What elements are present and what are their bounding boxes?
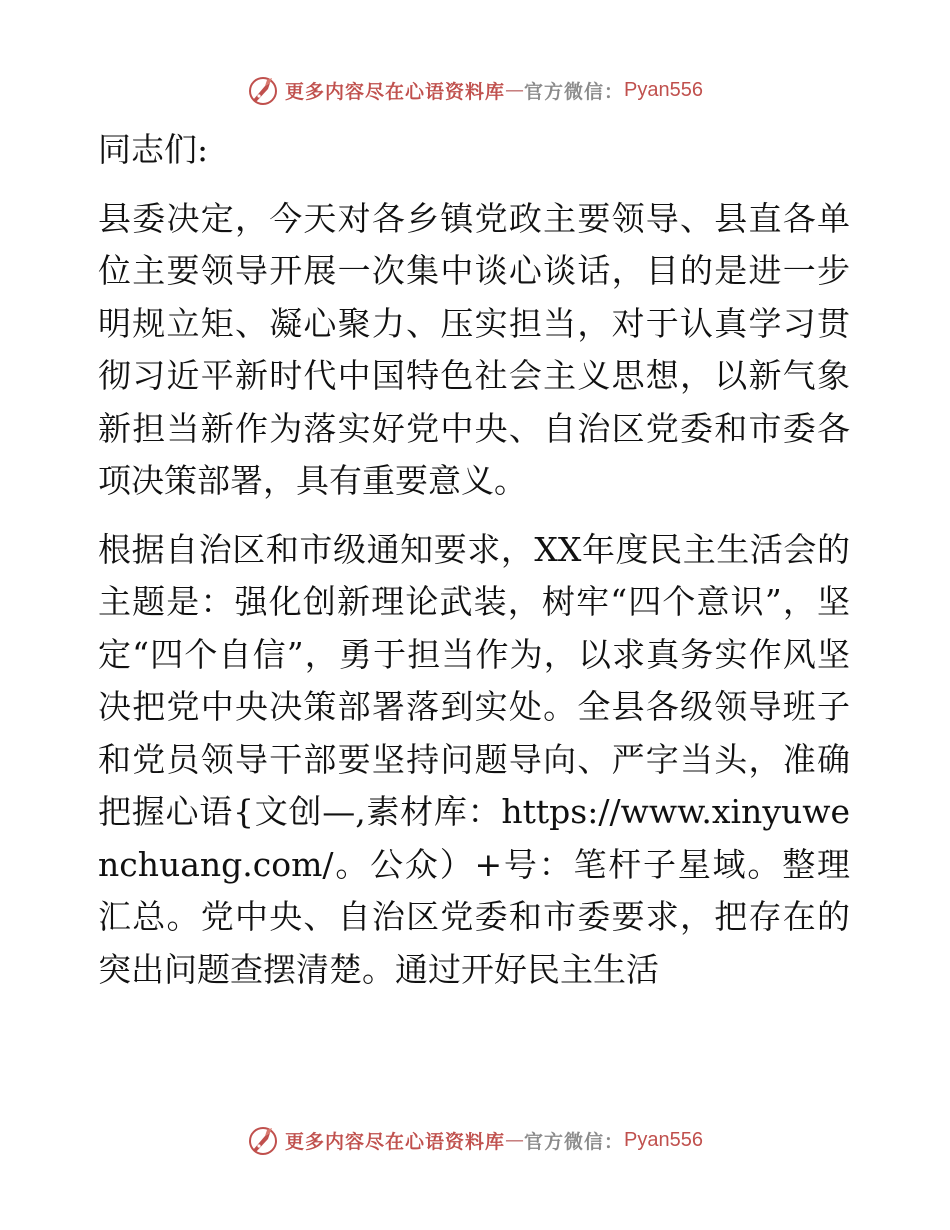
footer-watermark-main: 更多内容尽在心语资料库 xyxy=(285,1130,506,1153)
header-watermark-id: Pyan556 xyxy=(624,78,703,101)
footer-watermark xyxy=(0,1120,950,1160)
footer-watermark-dash: — xyxy=(505,1129,525,1151)
footer-watermark-id: Pyan556 xyxy=(624,1128,703,1151)
paragraph-2: 根据自治区和市级通知要求，XX年度民主生活会的主题是：强化创新理论武装，树牢“四个意识”，坚定“四个自信”，勇于担当作为，以求真务实作风坚决把党中央决策部署落到实处。全县各级领导班子和党员领导干部要坚持问题导向、严字当头，准确把握心语{文创—,素材库：https://www.xinyuwenchuang.com/。公众）+号：笔杆子星域。整理汇总。党中央、自治区党委和市委要求，把存在的突出问题查摆清楚。通过开好民主生活 xyxy=(98,529,850,989)
header-watermark xyxy=(0,70,950,110)
footer-watermark-account: 官方微信： xyxy=(524,1130,625,1153)
greeting: 同志们: xyxy=(98,130,209,169)
pen-nib-logo-icon xyxy=(247,1124,279,1156)
header-watermark-dash: — xyxy=(505,79,525,101)
header-watermark-account: 官方微信： xyxy=(524,80,625,103)
document-body xyxy=(98,124,850,996)
pen-nib-logo-icon xyxy=(247,74,279,106)
header-watermark-main: 更多内容尽在心语资料库 xyxy=(285,80,506,103)
paragraph-1: 县委决定，今天对各乡镇党政主要领导、县直各单位主要领导开展一次集中谈心谈话，目的是进一步明规立矩、凝心聚力、压实担当，对于认真学习贯彻习近平新时代中国特色社会主义思想，以新气象新担当新作为落实好党中央、自治区党委和市委各项决策部署，具有重要意义。 xyxy=(98,198,850,500)
